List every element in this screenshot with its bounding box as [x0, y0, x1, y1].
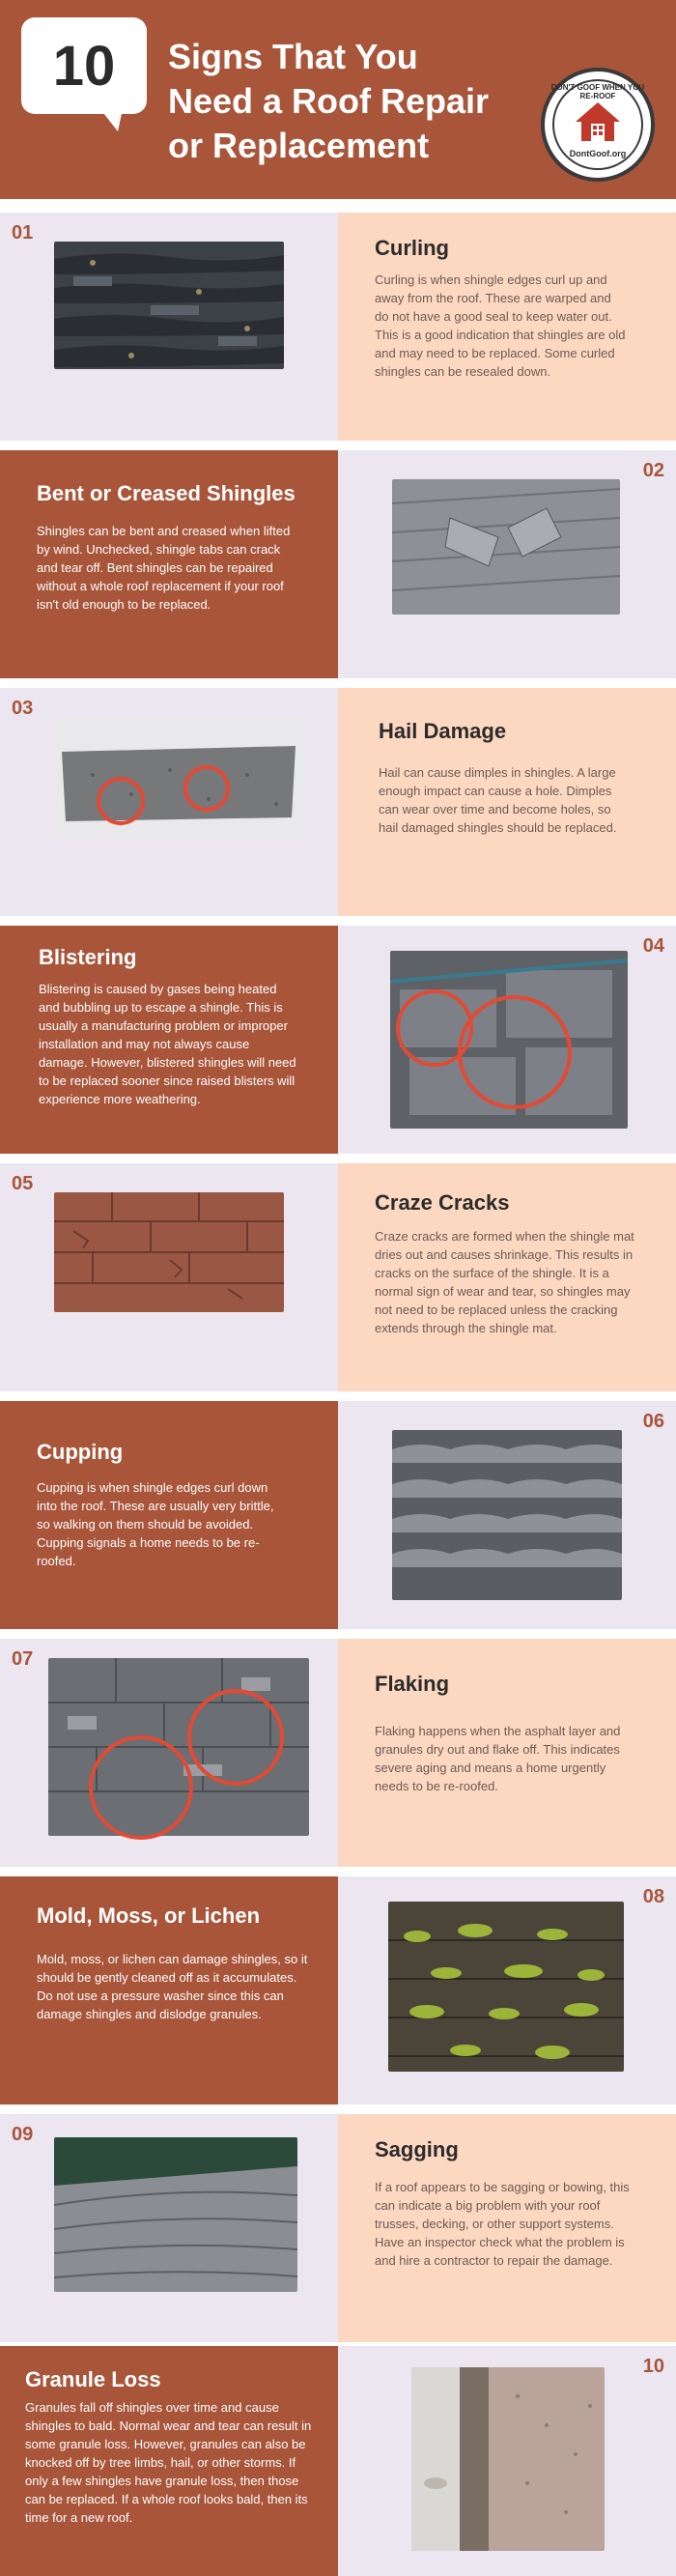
- sign-02-text-col: [0, 450, 338, 678]
- damage-highlight-circle: [97, 777, 145, 825]
- sign-section-07: [0, 1639, 676, 1867]
- sign-title: Bent or Creased Shingles: [37, 481, 296, 505]
- sign-title: Blistering: [39, 945, 137, 969]
- damage-highlight-circle: [89, 1735, 193, 1840]
- sign-08-image-col: [338, 1876, 676, 2104]
- sign-description: Blistering is caused by gases being heated and bubbling up to escape a shingle. This is usually a manufacturing problem or improper installation and may not always cause damage. However, blistered shingles will need to be replaced sooner since raised blisters will experience more weathering.: [39, 982, 296, 1106]
- sign-06-image-col: [338, 1401, 676, 1629]
- sign-04-image-col: [338, 926, 676, 1154]
- sign-description: Craze cracks are formed when the shingle mat dries out and causes shrinkage. This results in cracks on the surface of the shingle. It is a normal sign of wear and tear, so shingles may not need to be replaced unless the cracking extends through the shingle mat.: [375, 1229, 634, 1335]
- sign-number: 06: [642, 1411, 664, 1432]
- sign-number: 08: [642, 1886, 664, 1907]
- sign-title: Sagging: [375, 2137, 459, 2161]
- sign-02-image-col: [338, 450, 676, 678]
- sign-number: 01: [12, 222, 34, 243]
- page-title: [168, 35, 535, 168]
- sign-title: Hail Damage: [379, 719, 507, 743]
- sign-title: Cupping: [37, 1440, 124, 1464]
- sign-05-image-col: [0, 1163, 338, 1391]
- sign-section-04: [0, 926, 676, 1154]
- sign-description: Hail can cause dimples in shingles. A large enough impact can cause a hole. Dimples can wear over time and become holes, so hail damaged shingles should be replaced.: [379, 765, 617, 835]
- sign-10-text-col: [0, 2346, 338, 2576]
- bent-shingles-photo: [392, 479, 620, 615]
- hail-damage-photo: [54, 717, 305, 839]
- sign-09-image-col: [0, 2114, 338, 2342]
- craze-cracks-photo: [54, 1192, 284, 1312]
- sign-description: Mold, moss, or lichen can damage shingles, so it should be gently cleaned off as it accumulates. Do not use a pressure washer since this can damage shingles and dislodge granules.: [37, 1952, 308, 2021]
- sign-07-text-col: [338, 1639, 676, 1867]
- moss-shingles-photo: [388, 1902, 624, 2072]
- dontgoof-logo: [541, 68, 655, 182]
- sign-05-text-col: [338, 1163, 676, 1391]
- title-line-1: Signs That You: [168, 37, 418, 76]
- title-line-3: or Replacement: [168, 126, 430, 165]
- sign-section-08: [0, 1876, 676, 2104]
- sign-06-text-col: [0, 1401, 338, 1629]
- logo-url: DontGoof.org: [569, 149, 627, 158]
- sign-description: Shingles can be bent and creased when lifted by wind. Unchecked, shingle tabs can crack and tear off. Bent shingles can be repaired without a whole roof replacement if your roof isn't old enough to be replaced.: [37, 524, 291, 612]
- cupping-shingles-photo: [392, 1430, 622, 1600]
- sign-number: 05: [12, 1173, 34, 1194]
- sign-section-09: [0, 2114, 676, 2342]
- damage-highlight-circle: [458, 995, 572, 1109]
- sign-number: 07: [12, 1648, 34, 1670]
- damage-highlight-circle: [183, 765, 230, 812]
- sign-10-image-col: [338, 2346, 676, 2576]
- sign-03-image-col: [0, 688, 338, 916]
- logo-slogan: DON'T GOOF WHEN YOU RE-ROOF: [550, 83, 645, 100]
- sign-title: Granule Loss: [25, 2367, 161, 2391]
- sign-number: 09: [12, 2124, 34, 2145]
- sign-01-image-col: [0, 213, 338, 441]
- sign-section-01: [0, 213, 676, 441]
- sign-03-text-col: [338, 688, 676, 916]
- sign-section-03: [0, 688, 676, 916]
- sign-number: 10: [642, 2356, 664, 2377]
- title-line-2: Need a Roof Repair: [168, 81, 490, 121]
- sign-01-text-col: [338, 213, 676, 441]
- sign-title: Craze Cracks: [375, 1190, 510, 1215]
- house-icon: [574, 100, 622, 143]
- sign-description: If a roof appears to be sagging or bowing, this can indicate a big problem with your roof trusses, decking, or other support systems. Have an inspector check what the problem is and hire a contractor to repair the damage.: [375, 2180, 630, 2268]
- sign-04-text-col: [0, 926, 338, 1154]
- sign-07-image-col: [0, 1639, 338, 1867]
- sign-description: Flaking happens when the asphalt layer and granules dry out and flake off. This indicates severe aging and means a home urgently needs to be re-roofed.: [375, 1724, 621, 1793]
- sign-section-05: [0, 1163, 676, 1391]
- sign-section-10: [0, 2346, 676, 2576]
- header-number: 10: [52, 34, 116, 98]
- sign-number: 04: [642, 935, 664, 957]
- sign-description: Granules fall off shingles over time and cause shingles to bald. Normal wear and tear can result in some granule loss. However, granules can also be knocked off by tree limbs, hail, or other storms. If only a few shingles have granule loss, then those can be replaced. If a whole roof looks bald, then its time for a new roof.: [25, 2400, 312, 2525]
- sign-09-text-col: [338, 2114, 676, 2342]
- sign-08-text-col: [0, 1876, 338, 2104]
- sign-description: Cupping is when shingle edges curl down into the roof. These are usually very brittle, so walking on them should be avoided. Cupping signals a home needs to be re-roofed.: [37, 1480, 274, 1568]
- sign-section-06: [0, 1401, 676, 1629]
- damage-highlight-circle: [187, 1689, 284, 1786]
- sign-number: 03: [12, 698, 34, 719]
- sign-number: 02: [642, 460, 664, 481]
- curling-shingles-photo: [54, 242, 284, 369]
- sign-description: Curling is when shingle edges curl up and away from the roof. These are warped and do not have a good seal to keep water out. This is a good indication that shingles are old and may need to be replaced. Some curled shingles can be resealed down.: [375, 272, 626, 379]
- sagging-roof-photo: [54, 2137, 297, 2292]
- sign-title: Mold, Moss, or Lichen: [37, 1903, 261, 1928]
- sign-title: Curling: [375, 236, 449, 260]
- granule-loss-gutter-photo: [411, 2367, 605, 2551]
- sign-title: Flaking: [375, 1672, 450, 1696]
- sign-section-02: [0, 450, 676, 678]
- header-banner: [0, 0, 676, 199]
